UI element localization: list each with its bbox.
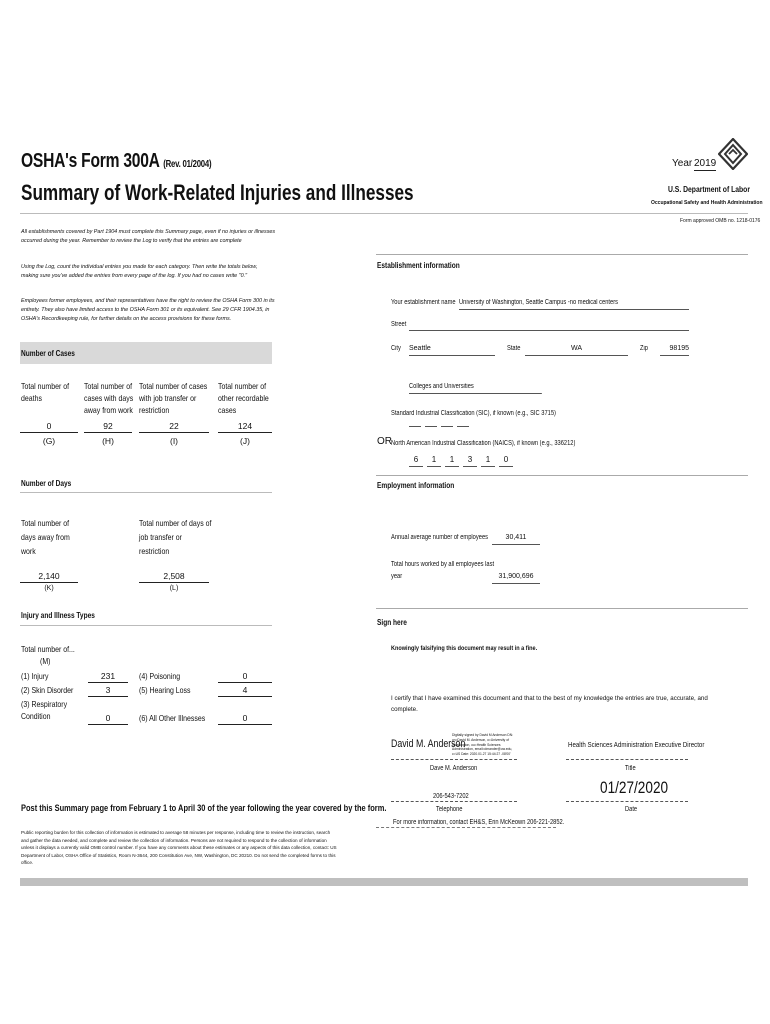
- establishment-name-label: Your establishment name: [391, 299, 456, 306]
- injury-value: 231: [88, 670, 128, 683]
- days-away-label: Total number of days away from work: [21, 518, 70, 556]
- omb-number: Form approved OMB no. 1218-0176: [680, 218, 761, 224]
- deaths-code: (G): [42, 436, 56, 446]
- hours-label-2: year: [391, 573, 403, 580]
- form-title: OSHA's Form 300A (Rev. 01/2004): [21, 150, 212, 172]
- days-away-value: 2,140: [20, 570, 78, 583]
- hearing-label: (5) Hearing Loss: [139, 685, 191, 695]
- other-cases-code: (J): [240, 436, 250, 446]
- telephone-label: Telephone: [436, 806, 463, 813]
- days-heading: Number of Days: [21, 479, 72, 488]
- form-subtitle: Summary of Work-Related Injuries and Illnesses: [21, 180, 414, 205]
- naics-digit: 1: [481, 454, 495, 467]
- digital-signature-details: Digitally signed by David M Anderson DN: cn=David M. Anderson, o=University of Washington, ou=Health Sciences Administration, email=dmander@uw.edu, c=US Date: 2020.01.27 15:44:27 -08'00': [452, 733, 514, 757]
- transfer-cases-label: Total number of cases with job transfer or restriction: [139, 381, 208, 415]
- types-total-code: (M): [40, 656, 51, 666]
- skin-label: (2) Skin Disorder: [21, 685, 74, 695]
- year-value: 2019: [694, 158, 717, 169]
- resp-label-1: (3) Respiratory: [21, 699, 68, 709]
- signature-name: David M. Anderson: [391, 738, 466, 750]
- transfer-cases-value: 22: [139, 420, 209, 433]
- avg-employees-label: Annual average number of employees: [391, 534, 489, 541]
- naics-digit: 1: [445, 454, 459, 467]
- state-field[interactable]: WA: [525, 343, 628, 356]
- agency: Occupational Safety and Health Administration: [651, 200, 763, 206]
- injury-label: (1) Injury: [21, 671, 49, 681]
- days-transfer-code: (L): [169, 585, 179, 592]
- street-label: Street: [391, 321, 407, 328]
- hours-label-1: Total hours worked by all employees last: [391, 561, 495, 568]
- sic-label: Standard Industrial Classification (SIC), if known (e.g., SIC 3715): [391, 410, 556, 417]
- other-illness-label: (6) All Other Illnesses: [139, 713, 206, 723]
- title-field[interactable]: Health Sciences Administration Executive Director: [568, 740, 705, 749]
- naics-digit: 6: [409, 454, 423, 467]
- date-field[interactable]: 01/27/2020: [600, 778, 669, 797]
- away-cases-code: (H): [102, 436, 114, 446]
- post-notice: Post this Summary page from February 1 to April 30 of the year following the year covered by the form.: [21, 803, 387, 813]
- other-cases-value: 124: [218, 420, 272, 433]
- industry-field[interactable]: [409, 381, 542, 394]
- days-transfer-label: Total number of days of job transfer or restriction: [139, 518, 212, 556]
- days-transfer-value: 2,508: [139, 570, 209, 583]
- executive-name: Dave M. Anderson: [430, 765, 478, 772]
- deaths-value: 0: [20, 420, 78, 433]
- intro-paragraph-2: Using the Log, count the individual entries you made for each category. Then write the totals below, making sure you've added the entries from every page of the log. If you had no cases write "0.": [21, 264, 258, 279]
- transfer-cases-code: (I): [169, 436, 179, 446]
- skin-value: 3: [88, 684, 128, 697]
- telephone-field[interactable]: 206-543-7202: [433, 793, 469, 800]
- intro-paragraph-3: Employees former employees, and their representatives have the right to review the OSHA Form 300 in its entirety. They also have limited access to the OSHA Form 301 or its equivalent. See 29 CFR 1904.35, in OSHA's Recordkeeping rule, for further details on the access provisions for these forms.: [21, 298, 275, 322]
- naics-digit: 0: [499, 454, 513, 467]
- date-label: Date: [625, 806, 638, 813]
- employment-heading: Employment information: [377, 481, 455, 490]
- resp-value: 0: [88, 712, 128, 725]
- city-label: City: [391, 345, 401, 352]
- zip-label: Zip: [640, 345, 648, 352]
- year-label: Year: [672, 158, 693, 169]
- street-field[interactable]: [409, 319, 689, 331]
- other-cases-label: Total number of other recordable cases: [218, 381, 269, 415]
- naics-digit: 1: [427, 454, 441, 467]
- revision: (Rev. 01/2004): [163, 159, 212, 170]
- industry-value: Colleges and Universities: [409, 383, 474, 390]
- title-label: Title: [625, 765, 636, 772]
- public-burden-statement: Public reporting burden for this collection of information is estimated to average 58 minutes per response, including time to review the instruction, search and gather the data needed, and complete and review the collection of information. Persons are not required to respond to the collection of information unless it displays a currently valid OMB control number. If you have any comments about these estimates or any aspects of this data collection, contact: US Department of Labor, OSHA Office of Statistics, Room N-3644, 200 Constitution Ave, NW, Washington, DC 20210. Do not send the completed forms to this office.: [21, 830, 337, 865]
- away-cases-value: 92: [84, 420, 132, 433]
- naics-field[interactable]: [409, 454, 519, 466]
- avg-employees-field[interactable]: 30,411: [492, 532, 540, 545]
- bottom-band: [20, 878, 748, 886]
- dol-logo-icon: [718, 138, 748, 170]
- naics-label: North American Industrial Classification (NAICS), if known (e.g., 336212): [391, 440, 576, 447]
- away-cases-label: Total number of cases with days away from work: [84, 381, 134, 415]
- naics-digit: 3: [463, 454, 477, 467]
- city-field[interactable]: Seattle: [409, 343, 495, 356]
- establishment-heading: Establishment information: [377, 261, 460, 270]
- zip-field[interactable]: 98195: [660, 343, 689, 356]
- resp-label-2: Condition: [21, 711, 51, 721]
- deaths-label: Total number of deaths: [21, 381, 70, 403]
- days-away-code: (K): [44, 585, 54, 592]
- poison-value: 0: [218, 670, 272, 683]
- intro-paragraph-1: All establishments covered by Part 1904 must complete this Summary page, even if no injuries or illnesses occurred during the year. Remember to review the Log to verify that the entries are complete: [21, 229, 276, 244]
- hearing-value: 4: [218, 684, 272, 697]
- sign-heading: Sign here: [377, 618, 407, 627]
- department: U.S. Department of Labor: [668, 185, 750, 194]
- certification-statement: I certify that I have examined this document and that to the best of my knowledge the entries are true, accurate, and complete.: [391, 695, 708, 713]
- contact-note: For more information, contact EH&S, Erin McKeown 206-221-2852.: [393, 819, 565, 826]
- falsify-warning: Knowingly falsifying this document may result in a fine.: [391, 645, 538, 652]
- cases-heading: Number of Cases: [21, 349, 75, 358]
- establishment-name-value: University of Washington, Seattle Campus -no medical centers: [459, 299, 618, 306]
- hours-worked-field[interactable]: 31,900,696: [492, 571, 540, 584]
- establishment-name-field[interactable]: [459, 297, 689, 310]
- other-illness-value: 0: [218, 712, 272, 725]
- types-heading: Injury and Illness Types: [21, 611, 95, 620]
- types-total-label: Total number of...: [21, 644, 75, 654]
- or-label: OR: [377, 436, 392, 447]
- poison-label: (4) Poisoning: [139, 671, 181, 681]
- state-label: State: [507, 345, 521, 352]
